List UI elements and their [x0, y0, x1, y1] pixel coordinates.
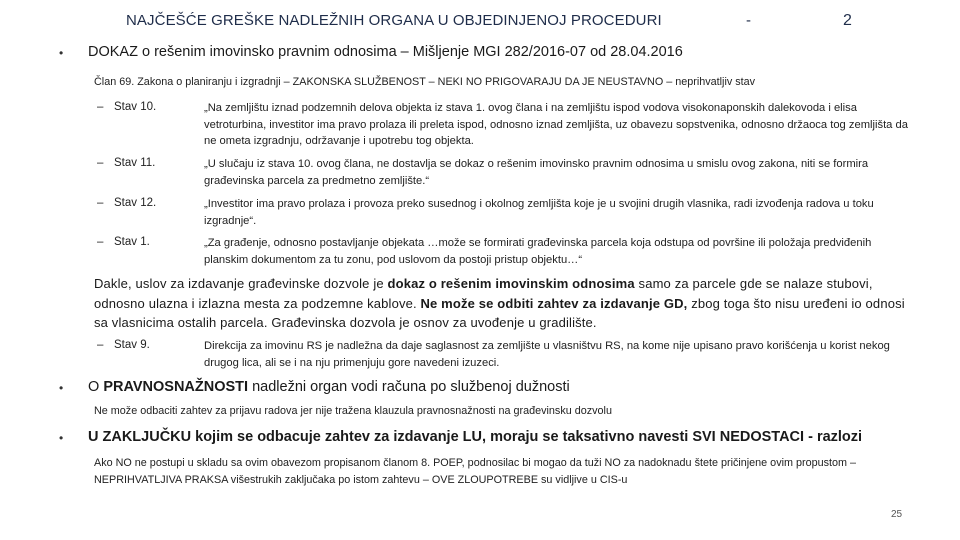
section-heading-pravnosnaznost [88, 379, 570, 395]
title-number: 2 [843, 12, 852, 29]
bullet-marker: • [59, 431, 64, 445]
slide-title: NAJČEŠĆE GREŠKE NADLEŽNIH ORGANA U OBJEDINJENOJ PROCEDURI [126, 12, 662, 29]
conclusion-paragraph [94, 274, 912, 333]
heading-emphasis: PRAVNOSNAŽNOSTI [103, 379, 249, 395]
paragraph-emphasis: dokaz o rešenim imovinskim odnosima [387, 276, 635, 291]
paragraph-part: zbog toga što nisu uređeni io odnosi sa vlasnicima ostalih parcela. Građevinska dozvola je osnov za uvođenje u gradilište. [94, 295, 905, 330]
list-dash: – [97, 197, 104, 209]
paragraph-emphasis: Ne može se odbiti zahtev za izdavanje GD, [420, 295, 688, 311]
list-item-label: Stav 10. [114, 101, 157, 113]
list-item-label: Stav 12. [114, 197, 157, 209]
title-dash: - [746, 12, 751, 29]
list-item-text: „U slučaju iz stava 10. ovog člana, ne dostavlja se dokaz o rešenim imovinsko pravnim odnosima u smislu ovog zakona, niti se formira građevinska parcela za predmetno zemljište.“ [204, 158, 869, 187]
list-item-text: „Na zemljištu iznad podzemnih delova objekta iz stava 1. ovog člana i na zemljištu ispod vodova visokonaponskih dalekovoda i elisa vetroturbina, investitor ima pravo prolaza ili preleta ispod, odnosno iznad zemljišta, uz obavezu sopstvenika, odnosno držaoca tog zemljišta da ne ometa izgradnju, održavanje i upotrebu tog objekta. [204, 102, 908, 147]
page-number: 25 [891, 509, 903, 520]
list-item-text: „Za građenje, odnosno postavljanje objekata …može se formirati građevinska parcela koja odstupa od površine ili položaja predviđenih planskim dokumentom za tu zonu, pod uslovom da postoji pristup objektu…“ [204, 237, 872, 266]
list-item-text: Direkcija za imovinu RS je nadležna da daje saglasnost za zemljište u vlasništvu RS, na kome nije upisano pravo korišćenja u korist nekog drugog lica, ali se i na nju primenjuju gore navedeni izuzeci. [204, 340, 890, 369]
section-heading-dokaz: DOKAZ o rešenim imovinsko pravnim odnosima – Mišljenje MGI 282/2016-07 od 28.04.2016 [88, 44, 683, 60]
list-dash: – [97, 101, 104, 113]
list-dash: – [97, 236, 104, 248]
section-subline-clan-69: Član 69. Zakona o planiranju i izgradnji – ZAKONSKA SLUŽBENOST – NEKI NO PRIGOVARAJU DA JE NEUSTAVNO – neprihvatljiv stav [94, 76, 756, 88]
list-item-label: Stav 11. [114, 157, 156, 169]
heading-part: nadležni organ vodi računa po službenoj dužnosti [248, 379, 570, 395]
list-item-label: Stav 9. [114, 339, 150, 351]
list-item-label: Stav 1. [114, 236, 150, 248]
list-dash: – [97, 157, 104, 169]
heading-part: O [88, 379, 104, 395]
section-subline-zakljucak: Ako NO ne postupi u skladu sa ovim obavezom propisanom članom 8. POEP, podnosilac bi mogao da tuži NO za nadoknadu štete pričinjene ovim propustom – NEPRIHVATLJIVA PRAKSA višestrukih zaključaka po istom zahtevu – OVE ZLOUPOTREBE su vidljive u CIS-u [94, 457, 856, 486]
section-subline-pravnosnaznost: Ne može odbaciti zahtev za prijavu radova jer nije tražena klauzula pravnosnažnosti na građevinsku dozvolu [94, 405, 612, 417]
list-dash: – [97, 339, 104, 351]
bullet-marker: • [59, 46, 64, 60]
section-heading-zakljucak: U ZAKLJUČKU kojim se odbacuje zahtev za izdavanje LU, moraju se taksativno navesti SVI NEDOSTACI - razlozi [88, 429, 863, 445]
paragraph-part: Dakle, uslov za izdavanje građevinske dozvole je [94, 276, 388, 291]
list-item-text: „Investitor ima pravo prolaza i provoza preko susednog i okolnog zemljišta koje je u svojini drugih vlasnika, radi izvođenja radova u toku izgradnje“. [204, 198, 874, 227]
paragraph-part: samo za parcele gde se nalaze stubovi, odnosno ulazna i izlazna mesta za podzemne kablove. [94, 276, 873, 311]
bullet-marker: • [59, 381, 64, 395]
